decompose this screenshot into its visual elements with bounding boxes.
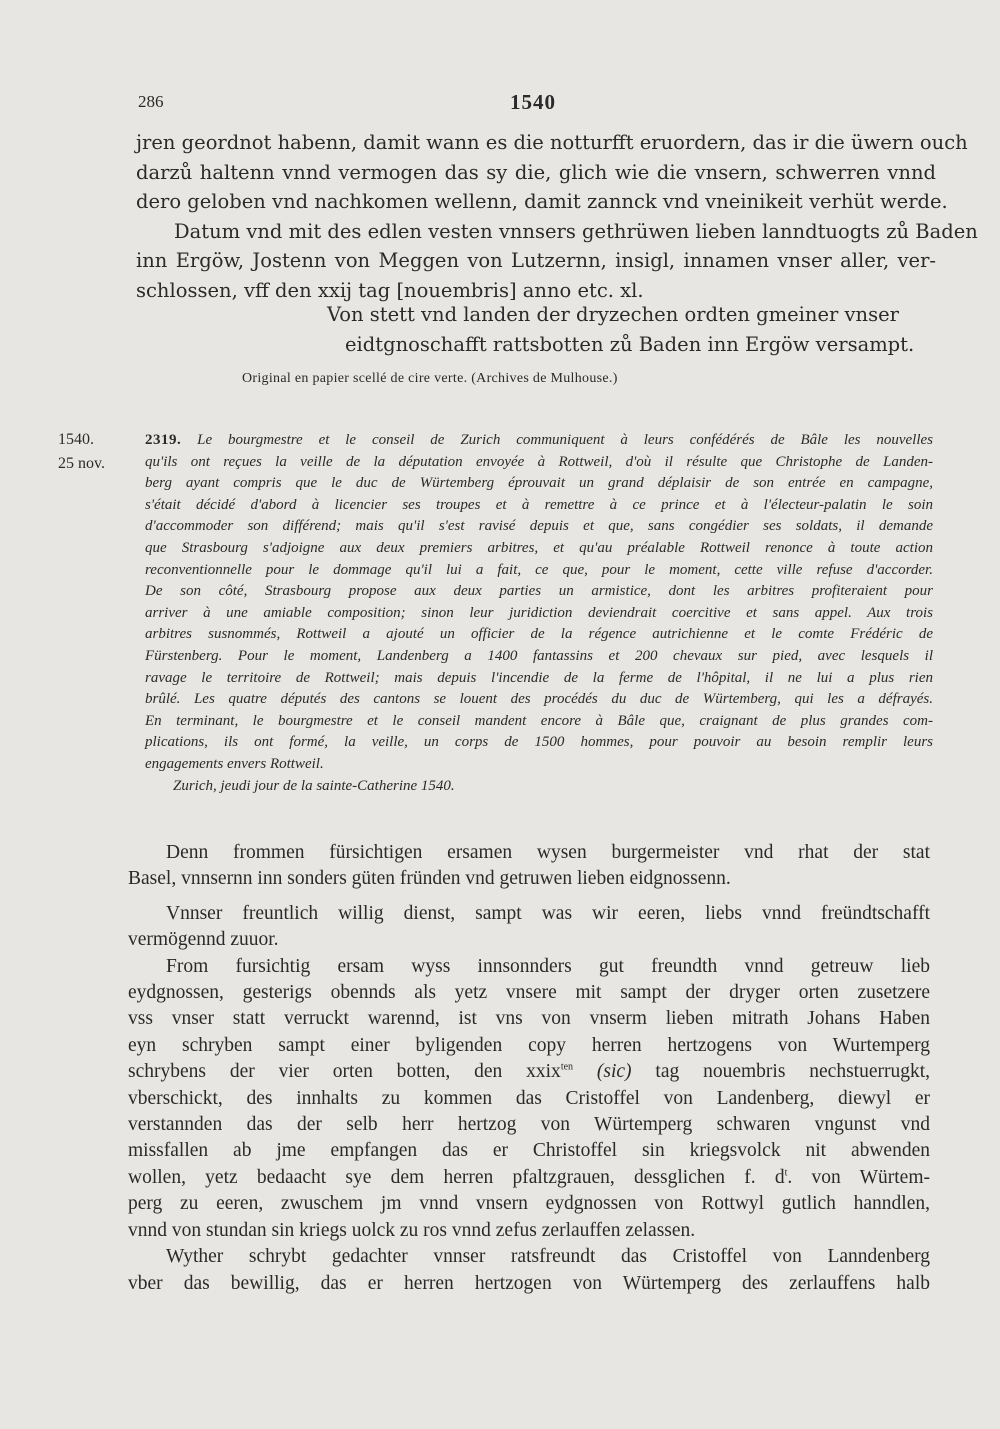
body-line: vnnd von stundan sin kriegs uolck zu ros vnnd zefus zerlauffen zelassen. [128,1219,696,1241]
body-line: missfallen ab jme empfangen das er Christoffel sin kriegsvolck nit abwenden [128,1140,930,1162]
summary-line: Le bourgmestre et le conseil de Zurich communiquent à leurs confédérés de Bâle les nouvelles [197,432,934,448]
body-line: vss vnser statt verruckt warennd, ist vns von vnserm lieben mitrath Johans Haben [128,1008,930,1030]
running-year: 1540 [510,90,556,114]
text-line: Datum vnd mit des edlen vesten vnnsers gethrüwen lieben lanndtuogts zů Baden [174,219,978,243]
summary-line: reconventionnelle pour le dommage qu'il lui a fait, ce que, pour le moment, cette ville refuse d'accorder. [145,561,933,578]
summary-closing: Zurich, jeudi jour de la sainte-Catherine 1540. [173,777,455,794]
summary-line: plications, ils ont formé, la veille, un corps de 1500 hommes, pour pouvoir au besoin remplir leurs [145,734,933,751]
letter-text [128,840,930,1297]
summary-line: ravage le territoire de Rottweil; mais depuis l'incendie de la ferme de l'hôpital, il ne lui a plus rien [145,669,933,686]
summary-line: d'accommoder son différend; mais qu'il s'est ravisé depuis et que, sans congédier ses soldats, il demande [145,518,933,535]
margin-year: 1540. [58,431,94,448]
body-line: From fursichtig ersam wyss innsonnders gut freundth vnnd getreuw lieb [166,955,930,977]
document-summary [145,430,933,797]
body-line [128,1059,930,1085]
summary-line: qu'ils ont reçues la veille de la députation envoyée à Rottweil, d'où il résulte que Christophe de Landen- [145,453,933,470]
body-line: eyn schryben sampt einer byligenden copy herren hertzogens von Wurtemperg [128,1034,930,1056]
body-line-start: schrybens der vier orten botten, den xxix [128,1061,561,1083]
page-header [138,92,928,116]
superscript-t: t [784,1167,788,1179]
body-line [128,1165,930,1191]
summary-line: arbitres susnommés, Rottweil a ajouté un officier de la régence autrichienne et le comte Frédéric de [145,626,933,643]
summary-line: Fürstenberg. Pour le moment, Landenberg a 1400 fantassins et 200 chevaux sur pied, avec lesquels il [145,647,933,664]
margin-date: 25 nov. [58,455,105,472]
body-line-end: . von Würtem- [787,1166,930,1188]
summary-line: engagements envers Rottweil. [145,755,324,772]
sic-note: (sic) [596,1061,632,1083]
body-line: verstannden das der selb herr hertzog von Würtemperg schwaren vngunst vnd [128,1114,930,1136]
text-line: inn Ergöw, Jostenn von Meggen von Lutzernn, insigl, innamen vnser aller, ver- [136,249,936,272]
body-line: Wyther schrybt gedachter vnnser ratsfreundt das Cristoffel von Lanndenberg [166,1246,930,1268]
summary-line: En terminant, le bourgmestre et le conseil mandent encore à Bâle que, craignant de plus grandes com- [145,712,933,729]
signature-block [327,300,915,359]
summary-line: que Strasbourg s'adjoigne aux deux premiers arbitres, et qu'au préalable Rottweil renonce à toute action [145,539,933,556]
address-line: Denn frommen fürsichtigen ersamen wysen burgermeister vnd rhat der stat [166,842,930,863]
summary-line: berg ayant compris que le duc de Würtemberg éprouvait un grand déplaisir de son entrée en campagne, [145,475,933,492]
greeting-line: Vnnser freuntlich willig dienst, sampt was wir eeren, liebs vnnd freündtschafft [166,902,930,924]
text-line: schlossen, vff den xxij tag [nouembris] anno etc. xl. [136,278,644,302]
text-line: dero geloben vnd nachkomen wellenn, damit zannck vnd vneinikeit verhüt werde. [136,190,948,213]
greeting-line: vermögennd zuuor. [128,929,279,951]
summary-line: arriver à une amiable composition; sinon leur juridiction deviendrait coercitive et sans appel. Aux trois [145,604,933,621]
body-line: vber das bewillig, das er herren hertzogen von Würtemperg des zerlauffens halb [128,1272,930,1294]
text-line: darzů haltenn vnnd vermogen das sy die, glich wie die vnsern, schwerren vnnd [136,160,936,184]
page-number: 286 [138,92,164,111]
german-text-continuation [136,128,978,305]
body-line-end: tag nouembris nechstuerrugkt, [655,1061,931,1083]
text-line: jren geordnot habenn, damit wann es die notturfft eruordern, das ir die üwern ouch [136,131,968,154]
superscript-ten: ten [560,1061,574,1073]
summary-line: s'était décidé d'abord à licencier ses troupes et à remettre à ce prince et à l'électeur-palatin le soin [145,496,933,513]
summary-line: De son côté, Strasbourg propose aux deux parties un armistice, dont les arbitres profiteraient pour [145,583,933,600]
signature-line: eidtgnoschafft rattsbotten zů Baden inn Ergöw versampt. [345,332,915,356]
body-line: eydgnossen, gesterigs obennds als yetz vnsere mit sampt der dryger orten zusetzere [128,982,930,1004]
body-line-start: wollen, yetz bedaacht sye dem herren pfaltzgrauen, dessglichen f. d [128,1166,785,1188]
body-line: perg zu eeren, zwuschem jm vnnd vnsern eydgnossen von Rottwyl gutlich hanndlen, [128,1193,930,1215]
source-note: Original en papier scellé de cire verte. (Archives de Mulhouse.) [242,371,618,386]
summary-line: brûlé. Les quatre députés des cantons se louent des procédés du duc de Würtemberg, qui les a défrayés. [145,691,933,708]
signature-line: Von stett vnd landen der dryzechen ordten gmeiner vnser [327,303,899,326]
body-line: vberschickt, des innhalts zu kommen das Cristoffel von Landenberg, diewyl er [128,1087,930,1109]
document-number: 2319. [145,432,182,448]
address-line: Basel, vnnsernn inn sonders güten fründen vnd getruwen lieben eidgnossenn. [128,868,731,890]
